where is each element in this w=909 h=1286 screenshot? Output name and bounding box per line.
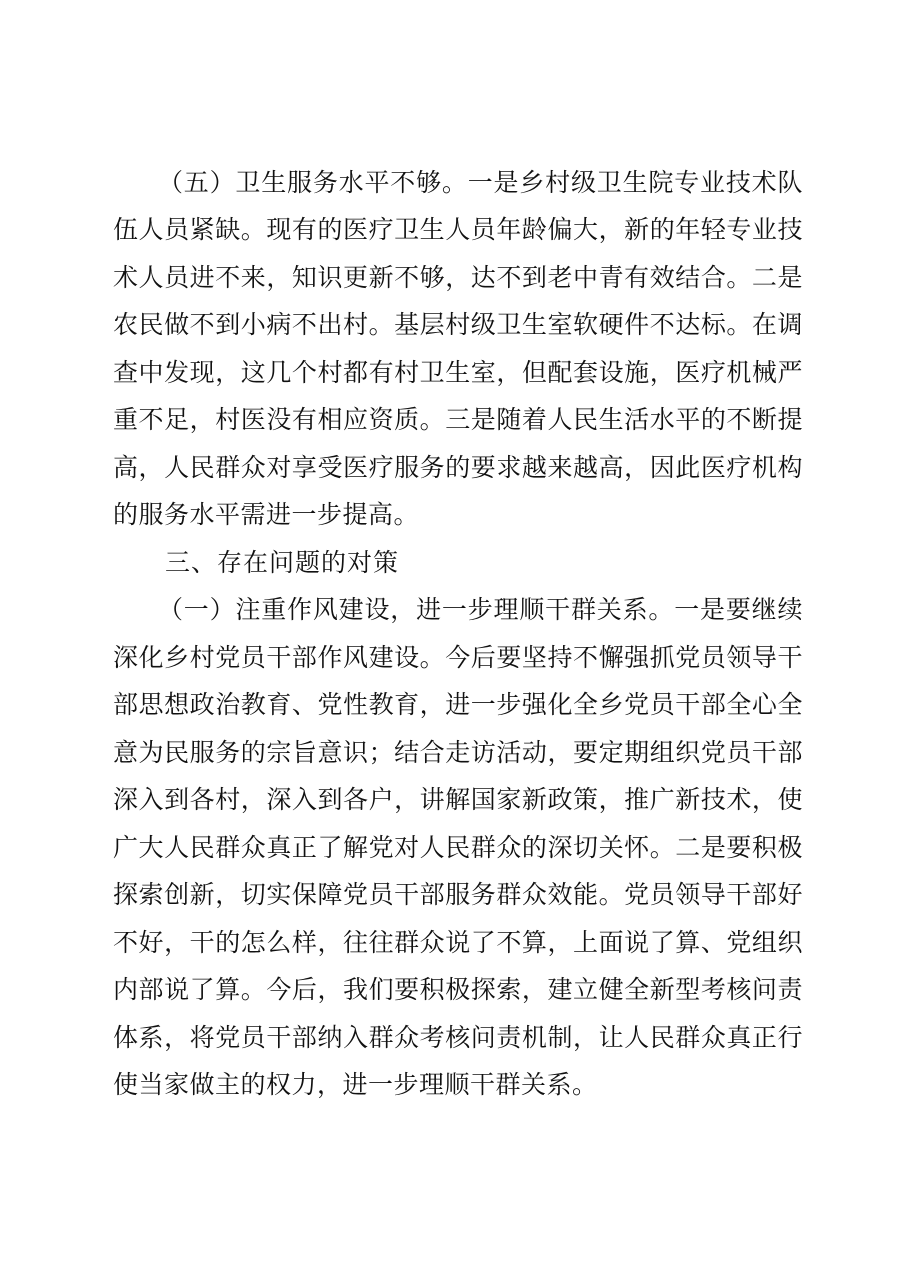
paragraph-line: 术人员进不来，知识更新不够，达不到老中青有效结合。二是 bbox=[113, 263, 803, 292]
paragraph-line: 部思想政治教育、党性教育，进一步强化全乡党员干部全心全 bbox=[113, 690, 803, 719]
paragraph-line: 深入到各村，深入到各户，讲解国家新政策，推广新技术，使 bbox=[113, 785, 803, 814]
paragraph-line: 体系，将党员干部纳入群众考核问责机制，让人民群众真正行 bbox=[113, 1023, 803, 1052]
paragraph-line: 伍人员紧缺。现有的医疗卫生人员年龄偏大，新的年轻专业技 bbox=[113, 215, 803, 244]
paragraph-line: 深化乡村党员干部作风建设。今后要坚持不懈强抓党员领导干 bbox=[113, 643, 803, 672]
paragraph-line: 不好，干的怎么样，往往群众说了不算，上面说了算、党组织 bbox=[113, 928, 803, 957]
paragraph-line: 农民做不到小病不出村。基层村级卫生室软硬件不达标。在调 bbox=[113, 310, 803, 339]
paragraph-line: 广大人民群众真正了解党对人民群众的深切关怀。二是要积极 bbox=[113, 833, 803, 862]
paragraph-line: 探索创新，切实保障党员干部服务群众效能。党员领导干部好 bbox=[113, 880, 803, 909]
paragraph-line: 的服务水平需进一步提高。 bbox=[113, 500, 420, 529]
paragraph-line: （一）注重作风建设，进一步理顺干群关系。一是要继续 bbox=[158, 595, 803, 624]
paragraph-line: 使当家做主的权力，进一步理顺干群关系。 bbox=[113, 1070, 598, 1099]
paragraph-line: （五）卫生服务水平不够。一是乡村级卫生院专业技术队 bbox=[158, 168, 803, 197]
paragraph-line: 高，人民群众对享受医疗服务的要求越来越高，因此医疗机构 bbox=[113, 453, 803, 482]
paragraph-line: 重不足，村医没有相应资质。三是随着人民生活水平的不断提 bbox=[113, 405, 803, 434]
section-heading: 三、存在问题的对策 bbox=[165, 548, 400, 577]
paragraph-line: 意为民服务的宗旨意识；结合走访活动，要定期组织党员干部 bbox=[113, 738, 803, 767]
paragraph-line: 内部说了算。今后，我们要积极探索，建立健全新型考核问责 bbox=[113, 975, 803, 1004]
paragraph-line: 查中发现，这几个村都有村卫生室，但配套设施，医疗机械严 bbox=[113, 358, 803, 387]
